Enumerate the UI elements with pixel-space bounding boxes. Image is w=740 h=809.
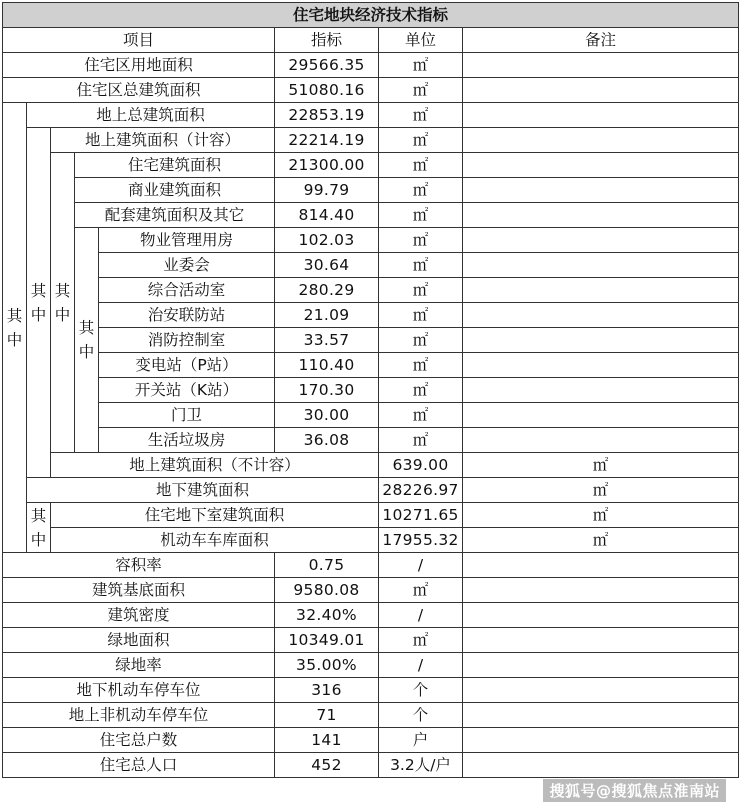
row-value: 30.64 — [275, 253, 379, 278]
table-row — [3, 53, 739, 78]
row-unit: ㎡ — [379, 578, 463, 603]
row-name: 开关站（K站） — [99, 378, 275, 403]
row-unit: 户 — [379, 728, 463, 753]
row-value: 22853.19 — [275, 103, 379, 128]
row-unit: ㎡ — [379, 228, 463, 253]
row-name: 商业建筑面积 — [75, 178, 275, 203]
row-value: 28226.97 — [379, 478, 463, 503]
row-value: 10271.65 — [379, 503, 463, 528]
row-remark — [463, 253, 739, 278]
table-row — [3, 753, 739, 778]
row-remark — [463, 728, 739, 753]
row-unit: ㎡ — [463, 528, 739, 553]
row-name: 住宅总人口 — [3, 753, 275, 778]
row-unit: ㎡ — [379, 103, 463, 128]
row-value: 9580.08 — [275, 578, 379, 603]
header-index: 指标 — [275, 28, 379, 53]
row-unit: / — [379, 653, 463, 678]
row-value: 35.00% — [275, 653, 379, 678]
row-unit: ㎡ — [379, 428, 463, 453]
row-unit: / — [379, 603, 463, 628]
table-row — [3, 328, 739, 353]
row-remark — [463, 403, 739, 428]
row-unit: ㎡ — [463, 503, 739, 528]
row-value: 141 — [275, 728, 379, 753]
row-unit: ㎡ — [379, 203, 463, 228]
row-name: 变电站（P站） — [99, 353, 275, 378]
row-value: 17955.32 — [379, 528, 463, 553]
table-row — [3, 278, 739, 303]
table-row — [3, 353, 739, 378]
row-name: 门卫 — [99, 403, 275, 428]
row-unit: ㎡ — [379, 178, 463, 203]
row-name: 绿地面积 — [3, 628, 275, 653]
watermark: 搜狐号@搜狐焦点淮南站 — [543, 779, 726, 802]
row-name: 建筑密度 — [3, 603, 275, 628]
table-row — [3, 728, 739, 753]
nest-label-level2: 其 中 — [27, 128, 51, 478]
row-name: 地上非机动车停车位 — [3, 703, 275, 728]
nest-label-level1: 其 中 — [3, 103, 27, 553]
row-unit: ㎡ — [379, 328, 463, 353]
row-name: 住宅总户数 — [3, 728, 275, 753]
row-name: 建筑基底面积 — [3, 578, 275, 603]
table-row — [3, 528, 739, 553]
table-row — [3, 203, 739, 228]
table-row — [3, 428, 739, 453]
row-remark — [463, 603, 739, 628]
table-row — [3, 653, 739, 678]
row-name: 机动车车库面积 — [51, 528, 379, 553]
row-unit: ㎡ — [379, 378, 463, 403]
row-value: 21300.00 — [275, 153, 379, 178]
nest-label-level3: 其 中 — [51, 153, 75, 453]
table-row — [3, 503, 739, 528]
table-row — [3, 578, 739, 603]
row-remark — [463, 578, 739, 603]
row-remark — [463, 653, 739, 678]
row-value: 316 — [275, 678, 379, 703]
row-name: 住宅区用地面积 — [3, 53, 275, 78]
row-name: 地上总建筑面积 — [27, 103, 275, 128]
table-row — [3, 153, 739, 178]
nest-label-level5: 其 中 — [27, 503, 51, 553]
row-name: 住宅区总建筑面积 — [3, 78, 275, 103]
row-value: 0.75 — [275, 553, 379, 578]
row-value: 36.08 — [275, 428, 379, 453]
table-row — [3, 678, 739, 703]
row-remark — [463, 428, 739, 453]
economic-indicators-table — [2, 2, 739, 778]
row-remark — [463, 53, 739, 78]
row-value: 32.40% — [275, 603, 379, 628]
row-value: 170.30 — [275, 378, 379, 403]
row-remark — [463, 353, 739, 378]
row-remark — [463, 228, 739, 253]
row-unit: 个 — [379, 678, 463, 703]
row-remark — [463, 628, 739, 653]
row-name: 绿地率 — [3, 653, 275, 678]
table-row — [3, 603, 739, 628]
table-row — [3, 628, 739, 653]
row-remark — [463, 178, 739, 203]
table-row — [3, 378, 739, 403]
row-name: 住宅地下室建筑面积 — [51, 503, 379, 528]
table-row — [3, 453, 739, 478]
row-value: 280.29 — [275, 278, 379, 303]
row-unit: ㎡ — [463, 478, 739, 503]
row-unit: ㎡ — [379, 353, 463, 378]
row-value: 639.00 — [379, 453, 463, 478]
row-unit: ㎡ — [379, 53, 463, 78]
row-name: 容积率 — [3, 553, 275, 578]
table-row — [3, 178, 739, 203]
row-unit: ㎡ — [379, 403, 463, 428]
row-name: 配套建筑面积及其它 — [75, 203, 275, 228]
row-name: 地上建筑面积（不计容） — [51, 453, 379, 478]
row-remark — [463, 153, 739, 178]
header-unit: 单位 — [379, 28, 463, 53]
table-row — [3, 553, 739, 578]
row-unit: ㎡ — [463, 453, 739, 478]
nest-label-level4: 其 中 — [75, 228, 99, 453]
row-value: 452 — [275, 753, 379, 778]
row-name: 地下机动车停车位 — [3, 678, 275, 703]
row-value: 110.40 — [275, 353, 379, 378]
table-row — [3, 703, 739, 728]
row-unit: ㎡ — [379, 628, 463, 653]
row-unit: 3.2人/户 — [379, 753, 463, 778]
row-remark — [463, 553, 739, 578]
table-title: 住宅地块经济技术指标 — [3, 3, 739, 28]
table-row — [3, 103, 739, 128]
row-name: 地下建筑面积 — [27, 478, 379, 503]
table-row — [3, 128, 739, 153]
header-remark: 备注 — [463, 28, 739, 53]
row-unit: / — [379, 553, 463, 578]
row-value: 10349.01 — [275, 628, 379, 653]
row-remark — [463, 78, 739, 103]
row-name: 地上建筑面积（计容） — [51, 128, 275, 153]
row-name: 业委会 — [99, 253, 275, 278]
row-unit: ㎡ — [379, 278, 463, 303]
row-value: 51080.16 — [275, 78, 379, 103]
row-value: 71 — [275, 703, 379, 728]
row-value: 21.09 — [275, 303, 379, 328]
row-unit: ㎡ — [379, 153, 463, 178]
row-value: 29566.35 — [275, 53, 379, 78]
row-value: 33.57 — [275, 328, 379, 353]
row-name: 治安联防站 — [99, 303, 275, 328]
table-row — [3, 78, 739, 103]
table-row — [3, 478, 739, 503]
row-remark — [463, 678, 739, 703]
row-remark — [463, 278, 739, 303]
row-remark — [463, 753, 739, 778]
row-name: 住宅建筑面积 — [75, 153, 275, 178]
row-name: 物业管理用房 — [99, 228, 275, 253]
row-remark — [463, 203, 739, 228]
row-remark — [463, 128, 739, 153]
table-row — [3, 228, 739, 253]
row-remark — [463, 703, 739, 728]
header-item: 项目 — [3, 28, 275, 53]
row-unit: 个 — [379, 703, 463, 728]
row-name: 综合活动室 — [99, 278, 275, 303]
row-remark — [463, 103, 739, 128]
row-remark — [463, 378, 739, 403]
row-remark — [463, 328, 739, 353]
table-row — [3, 253, 739, 278]
row-value: 22214.19 — [275, 128, 379, 153]
row-value: 30.00 — [275, 403, 379, 428]
row-unit: ㎡ — [379, 253, 463, 278]
row-name: 消防控制室 — [99, 328, 275, 353]
row-unit: ㎡ — [379, 128, 463, 153]
row-name: 生活垃圾房 — [99, 428, 275, 453]
row-value: 102.03 — [275, 228, 379, 253]
table-row — [3, 303, 739, 328]
row-value: 814.40 — [275, 203, 379, 228]
row-remark — [463, 303, 739, 328]
row-unit: ㎡ — [379, 303, 463, 328]
row-value: 99.79 — [275, 178, 379, 203]
table-row — [3, 403, 739, 428]
row-unit: ㎡ — [379, 78, 463, 103]
